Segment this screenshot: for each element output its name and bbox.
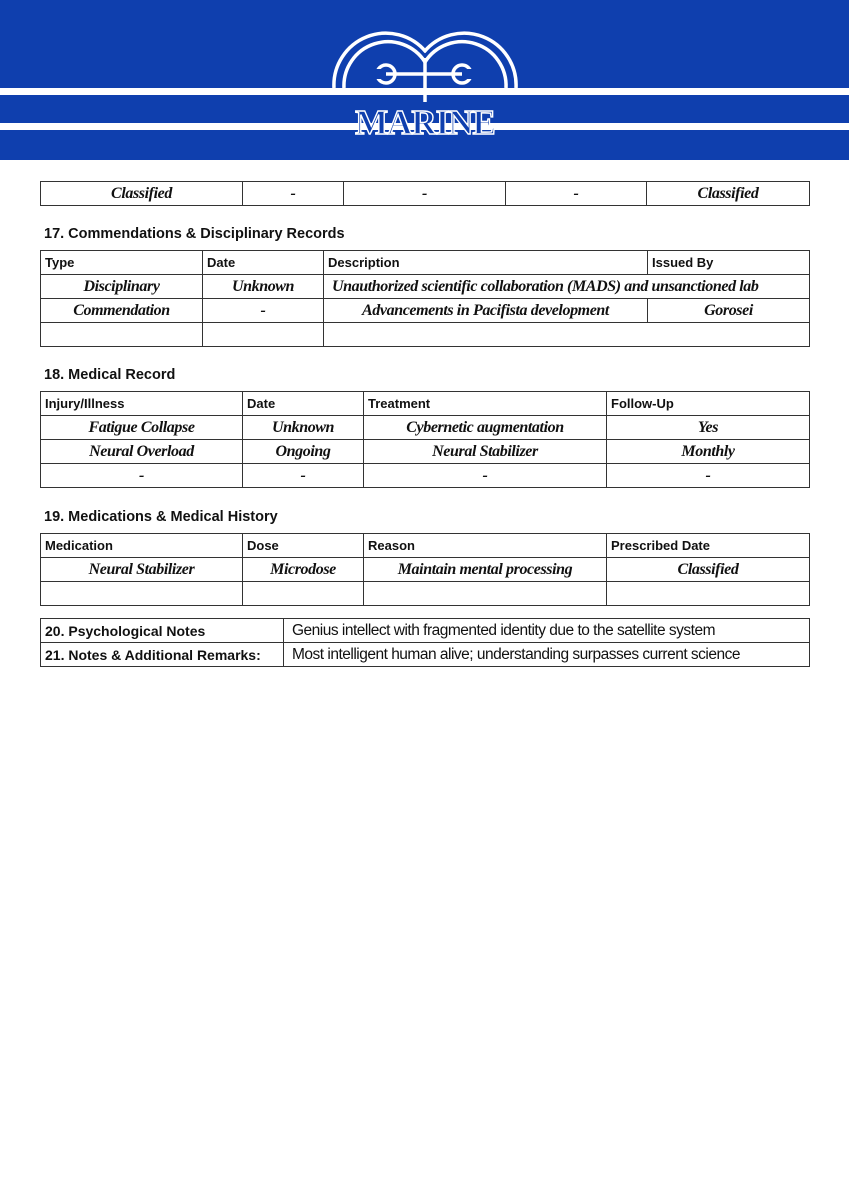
medical-table xyxy=(40,391,810,488)
table-row xyxy=(41,643,810,667)
remarks-label: 21. Notes & Additional Remarks: xyxy=(41,643,284,667)
column-header: Type xyxy=(41,251,203,275)
table-cell: - xyxy=(506,182,647,206)
section-title-medical: 18. Medical Record xyxy=(44,367,176,383)
table-cell: Advancements in Pacifista development xyxy=(324,299,648,323)
table-cell: Neural Stabilizer xyxy=(364,440,607,464)
table-row xyxy=(41,619,810,643)
column-header: Description xyxy=(324,251,648,275)
table-cell: Classified xyxy=(607,558,810,582)
table-header-row xyxy=(41,392,810,416)
table-row xyxy=(41,416,810,440)
table-cell: - xyxy=(364,464,607,488)
table-row xyxy=(41,440,810,464)
table-cell: Unknown xyxy=(203,275,324,299)
top-row-table xyxy=(40,181,810,206)
column-header: Dose xyxy=(243,534,364,558)
table-cell: - xyxy=(41,464,243,488)
table-cell xyxy=(364,582,607,606)
section-title-commendations: 17. Commendations & Disciplinary Records xyxy=(44,226,345,242)
table-cell: - xyxy=(243,182,344,206)
column-header: Reason xyxy=(364,534,607,558)
table-cell: Microdose xyxy=(243,558,364,582)
table-cell xyxy=(607,582,810,606)
table-cell: Ongoing xyxy=(243,440,364,464)
logo-text: MARINE xyxy=(355,103,495,142)
marine-logo xyxy=(326,18,524,142)
table-cell: - xyxy=(243,464,364,488)
table-cell xyxy=(243,582,364,606)
table-cell xyxy=(324,323,810,347)
table-cell: Neural Stabilizer xyxy=(41,558,243,582)
table-row xyxy=(41,464,810,488)
table-cell: - xyxy=(203,299,324,323)
table-cell: - xyxy=(607,464,810,488)
table-cell: Gorosei xyxy=(648,299,810,323)
table-cell: Cybernetic augmentation xyxy=(364,416,607,440)
commendations-table xyxy=(40,250,810,347)
table-row xyxy=(41,275,810,299)
section-title-medications: 19. Medications & Medical History xyxy=(44,509,278,525)
marine-seagull-icon xyxy=(326,18,524,108)
table-row xyxy=(41,558,810,582)
notes-table xyxy=(40,618,810,667)
table-cell: Yes xyxy=(607,416,810,440)
table-cell: Maintain mental processing xyxy=(364,558,607,582)
column-header: Date xyxy=(203,251,324,275)
column-header: Prescribed Date xyxy=(607,534,810,558)
table-cell: Commendation xyxy=(41,299,203,323)
table-cell: - xyxy=(344,182,506,206)
column-header: Date xyxy=(243,392,364,416)
table-cell: Classified xyxy=(647,182,810,206)
psych-notes-text: Genius intellect with fragmented identity due to the satellite system xyxy=(284,619,810,643)
table-row xyxy=(41,323,810,347)
medications-table xyxy=(40,533,810,606)
table-cell: Neural Overload xyxy=(41,440,243,464)
table-header-row xyxy=(41,251,810,275)
table-cell: Classified xyxy=(41,182,243,206)
column-header: Issued By xyxy=(648,251,810,275)
table-cell: Monthly xyxy=(607,440,810,464)
column-header: Follow-Up xyxy=(607,392,810,416)
table-row xyxy=(41,299,810,323)
table-cell: Fatigue Collapse xyxy=(41,416,243,440)
table-cell xyxy=(41,582,243,606)
psych-notes-label: 20. Psychological Notes xyxy=(41,619,284,643)
table-cell: Disciplinary xyxy=(41,275,203,299)
table-cell xyxy=(203,323,324,347)
column-header: Treatment xyxy=(364,392,607,416)
remarks-text: Most intelligent human alive; understanding surpasses current science xyxy=(284,643,810,667)
table-cell: Unauthorized scientific collaboration (MADS) and unsanctioned lab xyxy=(324,275,810,299)
header-banner xyxy=(0,0,849,160)
table-row xyxy=(41,582,810,606)
table-cell: Unknown xyxy=(243,416,364,440)
table-cell xyxy=(41,323,203,347)
table-header-row xyxy=(41,534,810,558)
column-header: Medication xyxy=(41,534,243,558)
table-row xyxy=(41,182,810,206)
column-header: Injury/Illness xyxy=(41,392,243,416)
